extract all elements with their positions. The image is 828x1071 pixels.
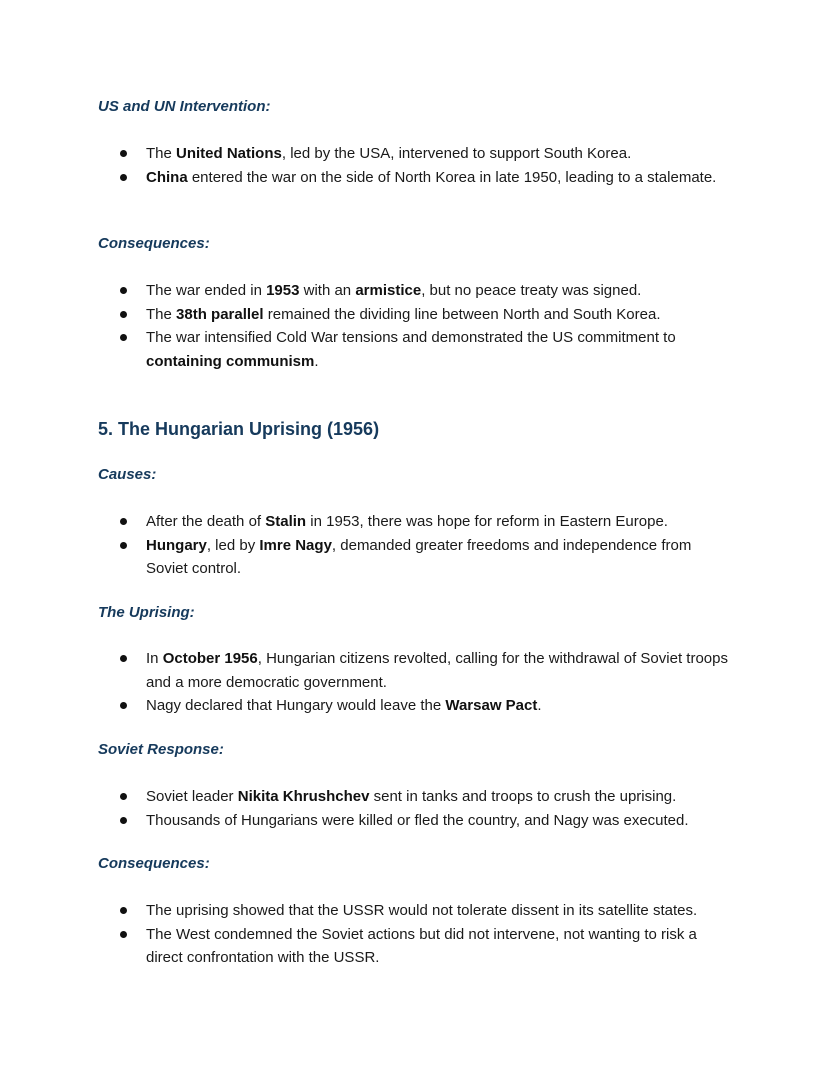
text-run: After the death of	[146, 513, 266, 530]
bold-text: October 1956	[162, 650, 258, 667]
bold-text: Imre Nagy	[259, 536, 332, 554]
bullet-icon	[120, 931, 127, 938]
bold-text: United Nations	[176, 145, 282, 162]
list-item	[0, 647, 736, 694]
bullet-icon	[120, 542, 127, 549]
bullet-icon	[120, 793, 127, 800]
text-run: The war intensified Cold War tensions and demonstrated the US commitment to	[146, 329, 676, 346]
subheading-the-uprising: The Uprising:	[98, 604, 195, 621]
list-item	[0, 899, 736, 923]
bold-text: containing communism	[146, 352, 315, 370]
text-run: sent in tanks and troops to crush the uprising.	[369, 788, 677, 805]
text-run: The	[146, 305, 177, 323]
bullet-list-hungary-consequences	[0, 899, 828, 970]
text-run: In	[146, 650, 163, 667]
text-run: The uprising showed that the USSR would not tolerate dissent in its satellite states.	[146, 902, 698, 919]
text-run: Thousands of Hungarians were killed or fled the country, and Nagy was executed.	[146, 811, 689, 829]
bullet-list-us-un-intervention	[0, 142, 828, 189]
list-item	[0, 809, 736, 833]
bold-text: armistice	[355, 282, 422, 299]
bullet-icon	[120, 311, 127, 318]
text-run: Nagy declared that Hungary would leave the	[146, 697, 446, 714]
bullet-icon	[120, 702, 127, 709]
text-run: with an	[299, 282, 356, 299]
section-title-hungarian-uprising: 5. The Hungarian Uprising (1956)	[98, 419, 380, 439]
list-item	[0, 279, 736, 303]
bold-text: Hungary	[146, 536, 207, 554]
subheading-korea-consequences: Consequences:	[98, 235, 210, 252]
bullet-icon	[120, 518, 127, 525]
list-item	[0, 510, 736, 534]
bullet-icon	[120, 174, 127, 181]
bold-text: Warsaw Pact	[445, 697, 538, 714]
bullet-list-causes	[0, 510, 828, 581]
bold-text: Stalin	[265, 513, 307, 530]
bullet-list-the-uprising	[0, 647, 828, 718]
list-item	[0, 785, 736, 809]
list-item	[0, 166, 736, 190]
bullet-icon	[120, 334, 127, 341]
bullet-icon	[120, 287, 127, 294]
text-run: .	[537, 697, 542, 714]
text-run: , led by	[206, 536, 260, 554]
bullet-icon	[120, 655, 127, 662]
list-item	[0, 142, 736, 166]
text-run: Soviet leader	[146, 788, 238, 805]
subheading-hungary-consequences: Consequences:	[98, 855, 210, 872]
bullet-icon	[120, 907, 127, 914]
text-run: The war ended in	[146, 282, 267, 299]
text-run: The	[146, 145, 177, 162]
text-run: in 1953, there was hope for reform in Eastern Europe.	[306, 513, 668, 530]
text-run: .	[314, 352, 319, 370]
text-run: remained the dividing line between North and South Korea.	[263, 305, 661, 323]
list-item	[0, 326, 736, 373]
bullet-list-korea-consequences	[0, 279, 828, 373]
text-run: , Hungarian citizens revolted, calling for the withdrawal of Soviet troops and a more democratic government.	[146, 650, 728, 691]
bold-text: Nikita Khrushchev	[237, 788, 370, 805]
bullet-icon	[120, 817, 127, 824]
bullet-list-soviet-response	[0, 785, 828, 832]
bold-text: 38th parallel	[176, 305, 264, 323]
text-run: , led by the USA, intervened to support South Korea.	[281, 145, 632, 162]
subheading-soviet-response: Soviet Response:	[98, 741, 224, 758]
text-run: The West condemned the Soviet actions but did not intervene, not wanting to risk a direct confrontation with the USSR.	[146, 925, 697, 966]
bold-text: China	[146, 168, 188, 186]
list-item	[0, 303, 736, 327]
subheading-us-un-intervention: US and UN Intervention:	[98, 98, 271, 115]
list-item	[0, 694, 736, 718]
bold-text: 1953	[266, 282, 300, 299]
text-run: , but no peace treaty was signed.	[421, 282, 642, 299]
text-run: , demanded greater freedoms and independence from Soviet control.	[146, 536, 692, 577]
subheading-causes: Causes:	[98, 466, 157, 483]
list-item	[0, 923, 736, 970]
text-run: entered the war on the side of North Korea in late 1950, leading to a stalemate.	[187, 168, 717, 186]
bullet-icon	[120, 150, 127, 157]
list-item	[0, 534, 736, 581]
